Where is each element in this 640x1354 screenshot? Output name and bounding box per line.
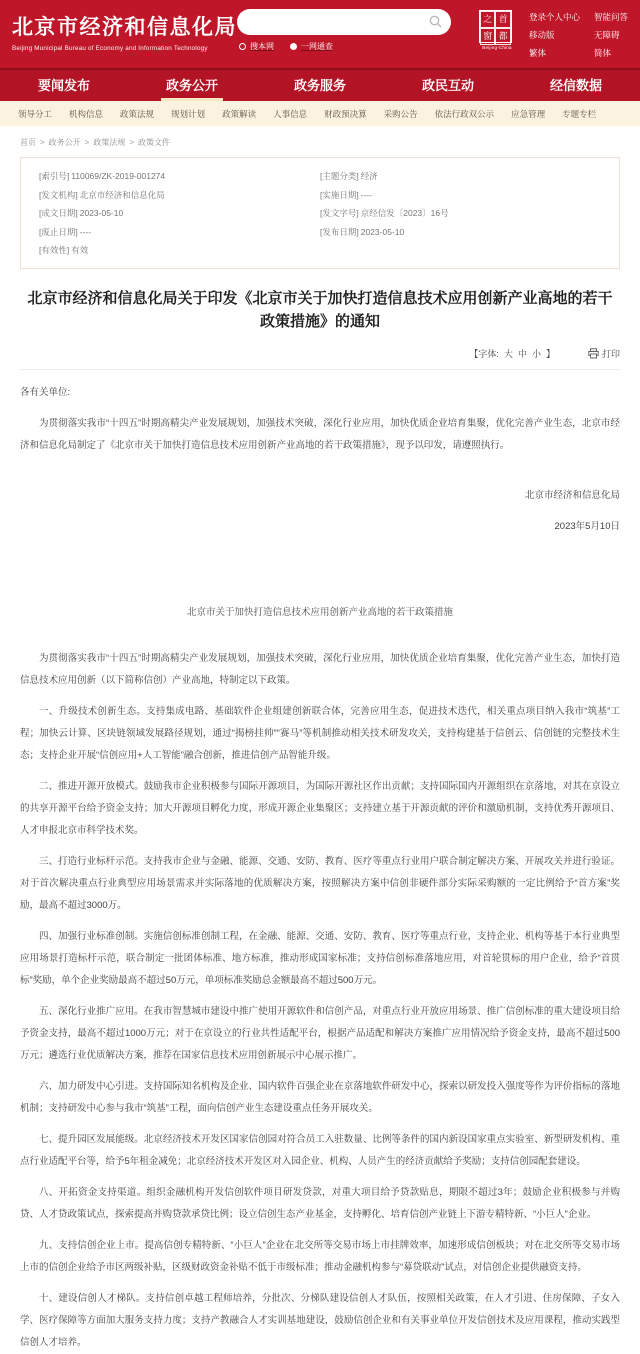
metadata-label: [发文机构]	[39, 189, 78, 200]
metadata-value: 有效	[71, 245, 89, 255]
article-tools	[20, 347, 620, 360]
site-title: 北京市经济和信息化局	[12, 16, 237, 39]
body-paragraph: 北京市关于加快打造信息技术应用创新产业高地的若干政策措施	[186, 607, 453, 618]
content-area	[0, 126, 640, 1354]
document-metadata	[20, 157, 620, 269]
metadata-value: 110069/ZK-2019-001274	[71, 171, 166, 181]
search-block	[237, 9, 451, 52]
metadata-value: 北京市经济和信息化局	[79, 189, 165, 200]
body-paragraph: 十、建设信创人才梯队。支持信创卓越工程师培养，分批次、分梯队建设信创人才队伍，按照相关政策，在人才引进、住房保障、子女入学、医疗保障等方面加大服务支持力度；支持产教融合人才实训基地建设，鼓励信创企业和有关事业单位开发信创技术及应用课程，推动实践型信创人才培养。	[20, 1293, 620, 1348]
subnav-item[interactable]: 政策解读	[222, 108, 257, 119]
capital-window-char: 窗	[480, 28, 496, 45]
fontsize-buttons	[504, 347, 541, 360]
metadata-label: [索引号]	[39, 171, 70, 181]
body-paragraph: 六、加力研发中心引进。支持国际知名机构及企业、国内软件百强企业在京落地软件研发中心，探索以研发投入强度等作为评价指标的落地机制；支持研发中心参与我市“筑基”工程，面向信创产业生态建设重点任务开展攻关。	[20, 1081, 620, 1114]
metadata-value: 京经信发〔2023〕16号	[360, 208, 449, 218]
breadcrumb-item	[93, 138, 138, 147]
metadata-label: [发布日期]	[320, 226, 359, 237]
breadcrumb-item	[20, 138, 49, 147]
metadata-row	[320, 204, 601, 223]
subnav-item[interactable]: 专题专栏	[562, 108, 597, 119]
metadata-label: [废止日期]	[39, 226, 78, 237]
print-button[interactable]	[588, 347, 620, 360]
metadata-value: 2023-05-10	[360, 226, 405, 237]
metadata-label: [有效性]	[39, 245, 70, 255]
metadata-label: [主题分类]	[320, 171, 359, 181]
capital-window-char: 之	[480, 11, 496, 28]
breadcrumb-separator: >	[40, 138, 45, 147]
metadata-left-column	[39, 167, 320, 260]
radio-search-network-label: 一网通查	[301, 42, 333, 51]
fontsize-suffix: 】	[545, 349, 555, 359]
metadata-row	[320, 223, 601, 242]
header-link[interactable]: 智能问答	[593, 12, 628, 22]
subnav-item[interactable]: 应急管理	[511, 108, 546, 119]
capital-window-char: 首	[495, 11, 511, 28]
metadata-row	[39, 241, 320, 260]
metadata-value: ----	[79, 226, 92, 237]
radio-search-site[interactable]	[239, 41, 274, 52]
nav-item[interactable]: 要闻发布	[37, 78, 90, 93]
body-paragraph: 五、深化行业推广应用。在我市智慧城市建设中推广使用开源软件和信创产品，对重点行业开放应用场景、推广信创标准的重大建设项目给予资金支持，最高不超过1000万元；对于在京设立的行业共性适配平台，根据产品适配和解决方案推广应用情况给予资金支持，最高不超过500万元；遴选行业优质解决方案，推荐在国家信息技术应用创新展示中心展示推广。	[20, 1006, 620, 1061]
breadcrumb	[0, 126, 640, 157]
search-box	[237, 9, 451, 35]
header-right	[479, 10, 628, 59]
subnav-item[interactable]: 依法行政双公示	[434, 108, 495, 119]
site-logo[interactable]	[12, 11, 237, 52]
fontsize-button[interactable]: 小	[531, 349, 541, 359]
metadata-row	[39, 223, 320, 242]
header-link[interactable]: 移动版	[528, 30, 555, 40]
sub-nav	[0, 101, 640, 126]
nav-item[interactable]: 经信数据	[549, 78, 602, 93]
main-nav	[0, 68, 640, 101]
radio-search-network[interactable]	[290, 41, 333, 52]
nav-item[interactable]: 政务公开	[128, 70, 256, 101]
metadata-value: ----	[360, 189, 373, 200]
radio-selected-icon	[290, 43, 297, 50]
metadata-row	[320, 167, 601, 186]
radio-unselected-icon	[239, 43, 246, 50]
subnav-item[interactable]: 机构信息	[69, 108, 104, 119]
radio-search-site-label: 搜本网	[250, 42, 274, 51]
metadata-value: 2023-05-10	[79, 208, 124, 218]
metadata-row	[39, 186, 320, 205]
metadata-row	[39, 204, 320, 223]
printer-icon	[588, 348, 599, 359]
subnav-item[interactable]: 领导分工	[18, 108, 53, 119]
metadata-value: 经济	[360, 171, 378, 181]
subnav-item[interactable]: 政策法规	[120, 108, 155, 119]
subnav-item[interactable]: 规划计划	[171, 108, 206, 119]
search-input[interactable]	[249, 9, 419, 35]
site-header	[0, 0, 640, 68]
body-paragraph: 为贯彻落实我市“十四五”时期高精尖产业发展规划，加强技术突破，深化行业应用，加快优质企业培育集聚，优化完善产业生态，加快打造信息技术应用创新（以下简称信创）产业高地，特制定以下政策。	[20, 653, 620, 686]
fontsize-button[interactable]: 大	[503, 349, 513, 359]
subnav-item[interactable]: 采购公告	[383, 108, 418, 119]
breadcrumb-separator: >	[84, 138, 90, 147]
breadcrumb-link[interactable]: 政策法规	[93, 138, 126, 147]
body-paragraph: 2023年5月10日	[554, 521, 620, 532]
site-subtitle: Beijing Municipal Bureau of Economy and Information Technology	[12, 45, 208, 52]
capital-window-logo[interactable]	[479, 10, 515, 59]
breadcrumb-item	[138, 138, 170, 147]
fontsize-prefix: 【字体:	[469, 349, 499, 359]
metadata-row	[39, 167, 320, 186]
header-link[interactable]: 无障碍	[593, 30, 620, 40]
body-paragraph: 四、加强行业标准创制。实施信创标准创制工程，在金融、能源、交通、安防、教育、医疗等重点行业，支持企业、机构等基于本行业典型应用场景打造标杆示范，联合制定一批团体标准、地方标准，推动形成国家标准；支持信创标准落地应用，对首轮贯标的用户企业，给予“首贯标”奖励，单个企业奖励最高不超过50万元，单项标准奖励总金额最高不超过500万元。	[20, 931, 620, 986]
breadcrumb-link[interactable]: 首页	[20, 138, 36, 147]
breadcrumb-link[interactable]: 政务公开	[48, 138, 81, 147]
fontsize-button[interactable]: 中	[517, 349, 527, 359]
body-paragraph: 八、开拓资金支持渠道。组织金融机构开发信创软件项目研发贷款，对重大项目给予贷款贴息，期限不超过3年；鼓励企业积极参与并购贷、人才贷政策试点，探索提高并购贷款承贷比例；设立信创生态产业基金，支持孵化、培育信创产业链上下游专精特新、“小巨人”企业。	[20, 1187, 620, 1220]
body-paragraph: 三、打造行业标杆示范。支持我市企业与金融、能源、交通、安防、教育、医疗等重点行业用户联合制定解决方案、开展攻关并进行验证。对于首次解决重点行业典型应用场景需求并实际落地的优质解决方案，按照解决方案中信创非硬件部分实际采购额的一定比例给予“首方案”奖励，最高不超过3000万。	[20, 856, 620, 911]
body-paragraph: 为贯彻落实我市“十四五”时期高精尖产业发展规划，加强技术突破，深化行业应用，加快优质企业培育集聚，优化完善产业生态，北京市经济和信息化局制定了《北京市关于加快打造信息技术应用创新产业高地的若干政策措施》，现予以印发，请遵照执行。	[20, 418, 620, 451]
metadata-label: [实施日期]	[320, 189, 359, 200]
header-links-col2	[594, 10, 628, 59]
body-paragraph: 九、支持信创企业上市。提高信创专精特新、“小巨人”企业在北交所等交易市场上市挂牌效率，加速形成信创板块；对在北交所等交易市场上市的信创企业给予市区两级补贴，区级财政资金补贴不低于市级标准；推动金融机构参与“募贷联动”试点，对信创企业提供融资支持。	[20, 1240, 620, 1273]
metadata-label: [成文日期]	[39, 208, 78, 218]
capital-window-char: 都	[495, 28, 511, 45]
breadcrumb-item	[49, 138, 94, 147]
subnav-item[interactable]: 财政预决算	[324, 108, 367, 119]
subnav-item[interactable]: 人事信息	[273, 108, 308, 119]
metadata-right-column	[320, 167, 601, 260]
metadata-row	[320, 186, 601, 205]
search-scope-options	[237, 41, 451, 52]
capital-window-grid	[479, 10, 512, 43]
header-link[interactable]: 登录个人中心	[528, 12, 580, 22]
body-paragraph: 北京市经济和信息化局	[524, 490, 620, 501]
header-link[interactable]: 繁体	[528, 48, 546, 58]
document-body	[20, 382, 620, 1354]
capital-window-caption: Beijing-China	[482, 45, 512, 50]
breadcrumb-link[interactable]: 政策文件	[138, 138, 171, 147]
header-links-col1	[529, 10, 580, 59]
body-paragraph: 二、推进开源开放模式。鼓励我市企业积极参与国际开源项目，为国际开源社区作出贡献；支持国际国内开源组织在京落地，对其在京设立的共享开源平台给予资金支持；加大开源项目孵化力度，形成开源企业集聚区；支持建立基于开源贡献的评价和激励机制，支持优秀开源项目、人才申报北京市科学技术奖。	[20, 781, 620, 836]
page-title: 北京市经济和信息化局关于印发《北京市关于加快打造信息技术应用创新产业高地的若干政策措施》的通知	[27, 289, 613, 330]
body-paragraph: 各有关单位:	[20, 387, 71, 398]
nav-item[interactable]: 政务服务	[293, 78, 346, 93]
nav-item[interactable]: 政民互动	[421, 78, 474, 93]
search-icon[interactable]	[429, 15, 442, 28]
breadcrumb-separator: >	[129, 138, 135, 147]
content-divider	[20, 369, 620, 370]
header-link[interactable]: 简体	[593, 48, 611, 58]
body-paragraph: 七、提升园区发展能级。北京经济技术开发区国家信创园对符合员工入驻数量、比例等条件的国内新设国家重点实验室、新型研发机构、重点行业适配平台等，给予5年租金减免；北京经济技术开发区对入园企业、机构、人员产生的经济贡献给予奖励；支持信创园配套建设。	[20, 1134, 620, 1167]
metadata-label: [发文字号]	[320, 208, 359, 218]
body-paragraph: 一、升级技术创新生态。支持集成电路、基础软件企业组建创新联合体，完善应用生态，促进技术迭代，相关重点项目纳入我市“筑基”工程；加快云计算、区块链领域发展路径规划，通过“揭榜挂帅”“赛马”等机制推动相关技术研发攻关，支持构建基于信创云、信创链的完整技术生态；支持企业开展“信创应用+人工智能”融合创新，推进信创产品智能升级。	[20, 706, 620, 761]
print-label: 打印	[601, 349, 620, 359]
